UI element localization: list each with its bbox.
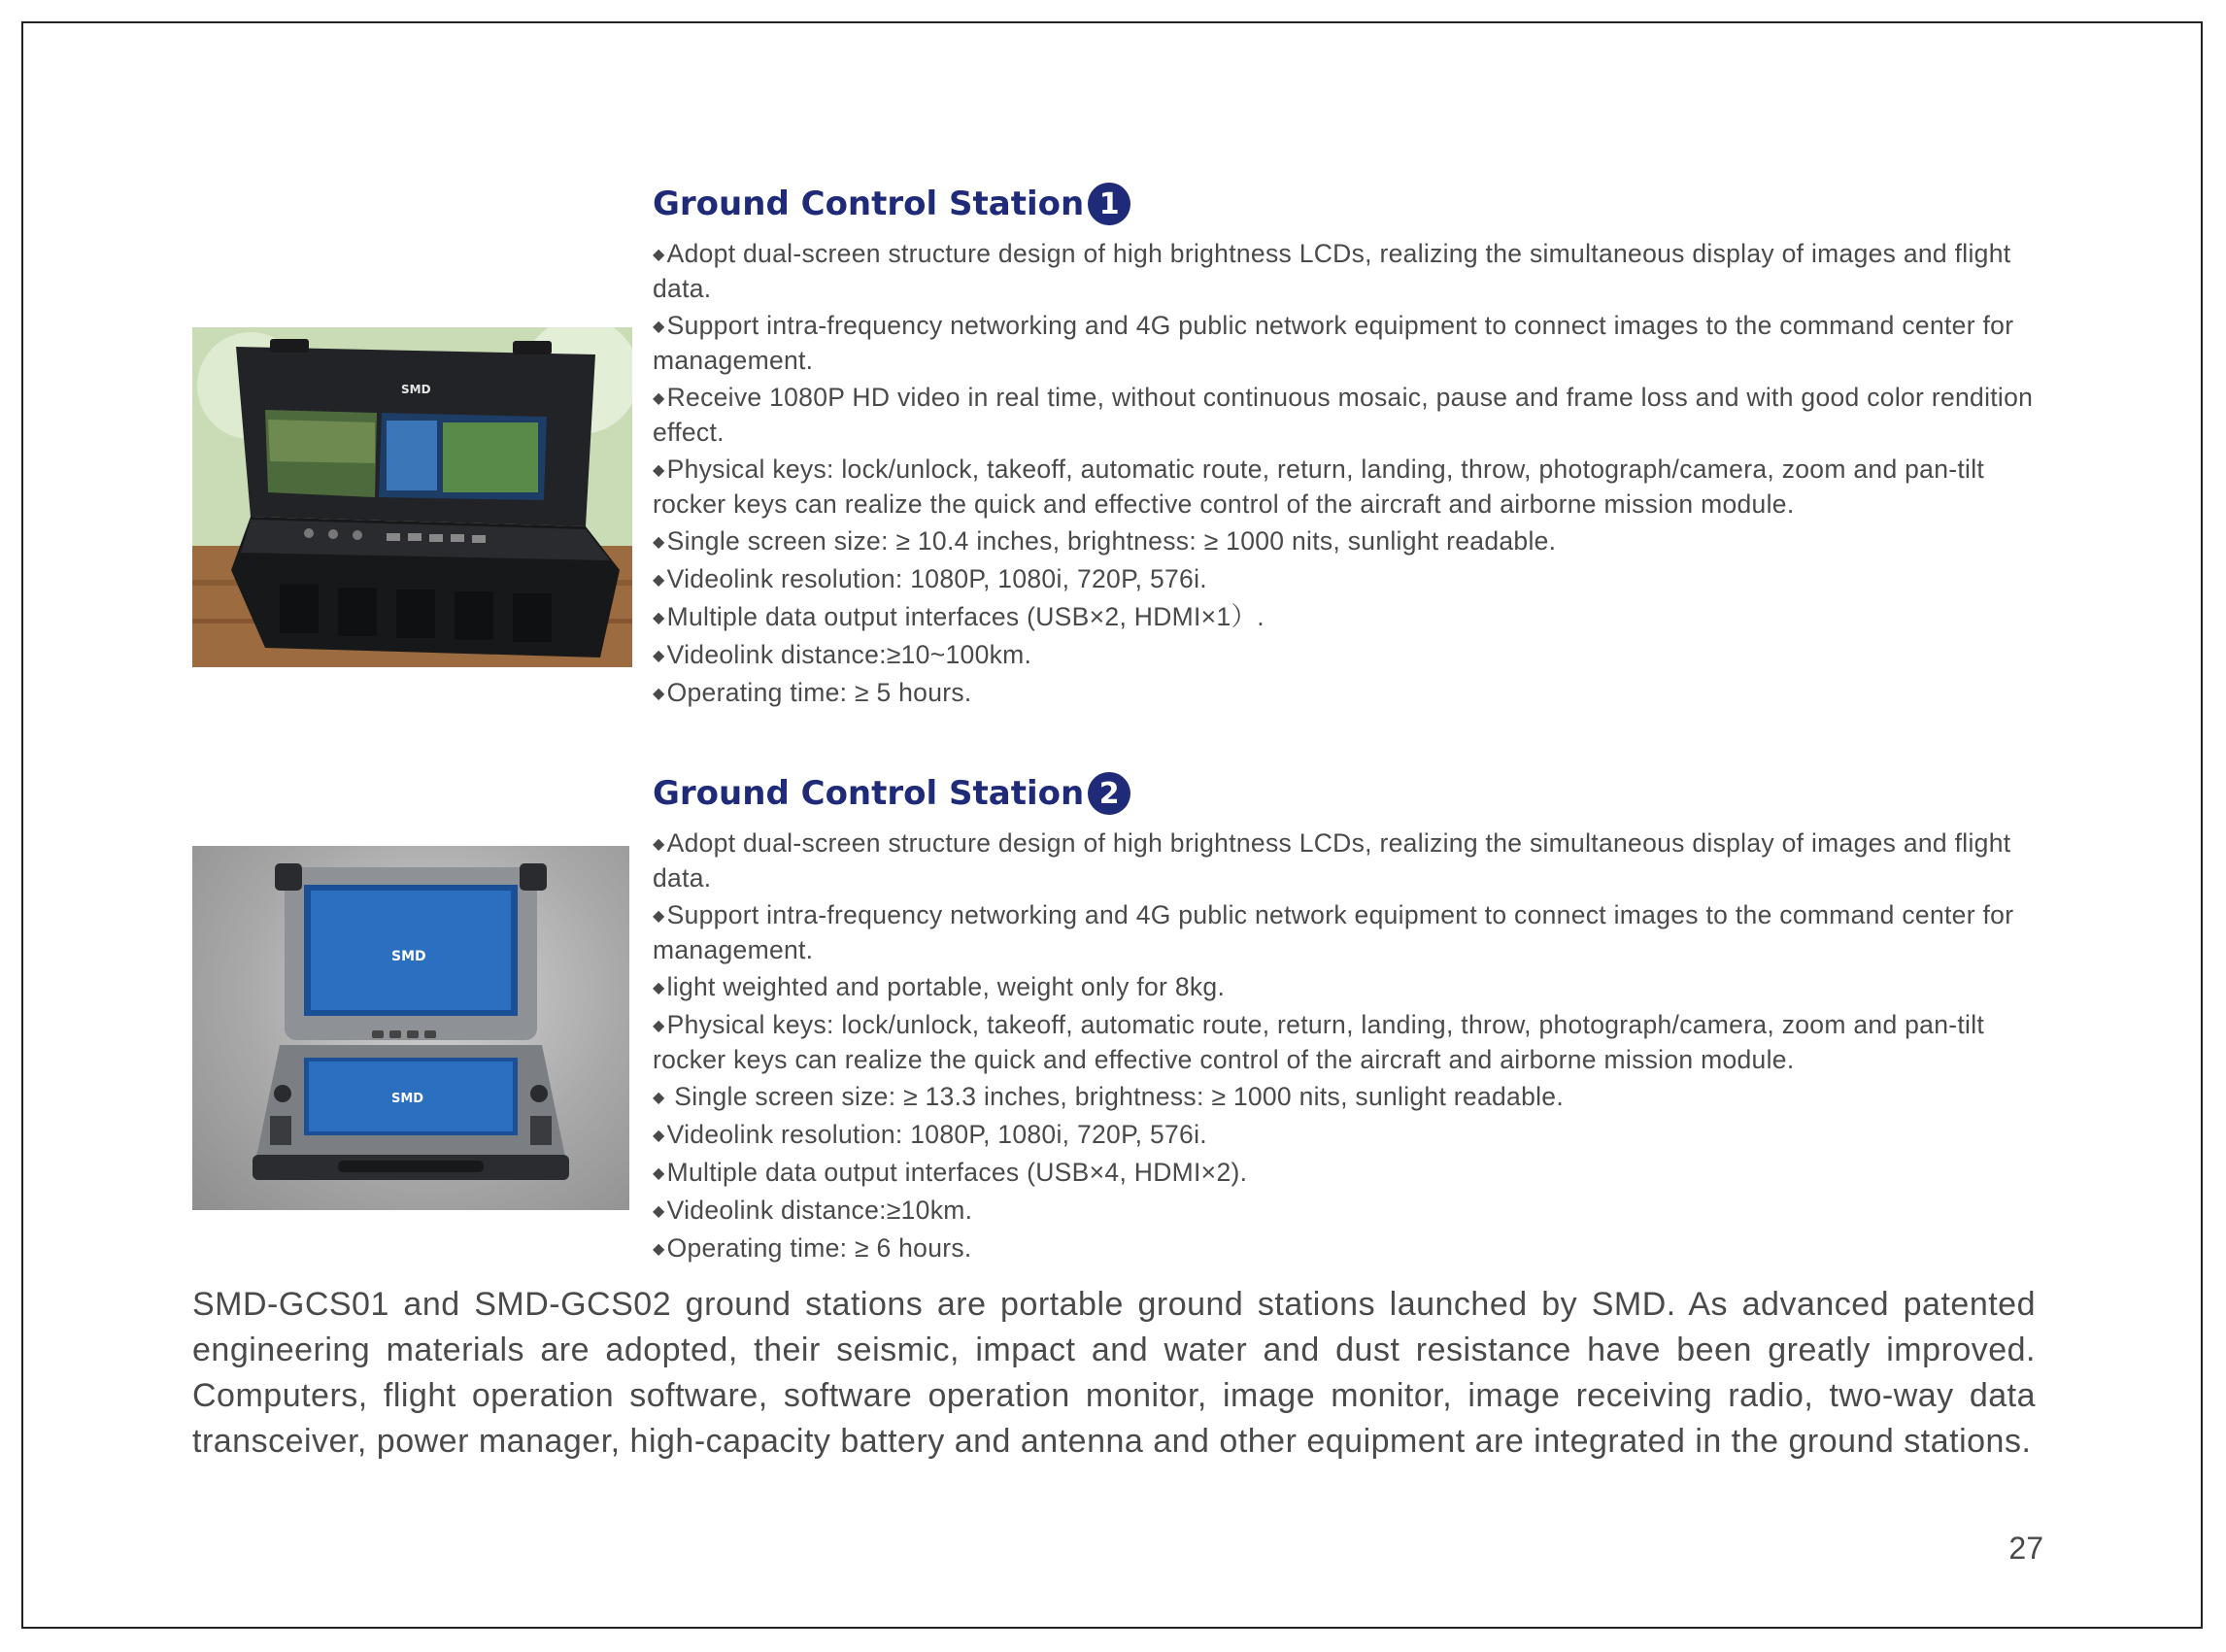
- diamond-bullet-icon: ◆: [653, 319, 665, 335]
- diamond-bullet-icon: ◆: [653, 1165, 665, 1182]
- rugged-laptop-station-illustration: [192, 846, 629, 1210]
- feature-item: ◆Support intra-frequency networking and 4G public network equipment to connect images to the command center for management.: [653, 311, 2014, 375]
- smd-logo: SMD: [391, 949, 426, 964]
- section-gcs-1: [653, 181, 2051, 714]
- suitcase-station-illustration: [192, 327, 632, 667]
- feature-item: ◆Videolink resolution: 1080P, 1080i, 720P, 576i.: [653, 564, 1207, 593]
- feature-item: ◆Operating time: ≥ 5 hours.: [653, 678, 972, 707]
- feature-list: [653, 826, 2051, 1266]
- feature-item: ◆Physical keys: lock/unlock, takeoff, automatic route, return, landing, throw, photograph/camera, zoom and pan-tilt rocker keys can realize the quick and effective control of the aircraft and airborne mission module.: [653, 455, 1985, 519]
- feature-item: ◆Physical keys: lock/unlock, takeoff, automatic route, return, landing, throw, photograph/camera, zoom and pan-tilt rocker keys can realize the quick and effective control of the aircraft and airborne mission module.: [653, 1010, 1985, 1074]
- section-gcs-2: [653, 770, 2051, 1269]
- product-photo-gcs-2: [192, 846, 629, 1210]
- diamond-bullet-icon: ◆: [653, 908, 665, 925]
- diamond-bullet-icon: ◆: [653, 390, 665, 407]
- number-badge: 2: [1088, 772, 1130, 815]
- section-heading: [653, 181, 2051, 227]
- diamond-bullet-icon: ◆: [653, 648, 665, 664]
- section-title: Ground Control Station: [653, 185, 1085, 223]
- feature-item: ◆Videolink distance:≥10km.: [653, 1196, 973, 1225]
- feature-item: ◆Videolink resolution: 1080P, 1080i, 720P, 576i.: [653, 1120, 1207, 1149]
- section-title: Ground Control Station: [653, 774, 1085, 813]
- feature-item: ◆Adopt dual-screen structure design of high brightness LCDs, realizing the simultaneous display of images and flight data.: [653, 828, 2011, 893]
- diamond-bullet-icon: ◆: [653, 836, 665, 853]
- feature-item: ◆Operating time: ≥ 6 hours.: [653, 1233, 972, 1263]
- diamond-bullet-icon: ◆: [653, 1128, 665, 1144]
- diamond-bullet-icon: ◆: [653, 534, 665, 551]
- diamond-bullet-icon: ◆: [653, 686, 665, 702]
- feature-list: [653, 237, 2051, 711]
- diamond-bullet-icon: ◆: [653, 1090, 665, 1106]
- feature-item: ◆light weighted and portable, weight only for 8kg.: [653, 972, 1226, 1001]
- smd-logo: SMD: [401, 383, 431, 396]
- diamond-bullet-icon: ◆: [653, 1018, 665, 1034]
- feature-item: ◆Videolink distance:≥10~100km.: [653, 640, 1032, 669]
- section-heading: [653, 770, 2051, 817]
- product-photo-gcs-1: [192, 327, 632, 667]
- diamond-bullet-icon: ◆: [653, 572, 665, 589]
- feature-item: ◆Receive 1080P HD video in real time, without continuous mosaic, pause and frame loss and with good color rendition effect.: [653, 383, 2034, 447]
- page-number: 27: [2008, 1531, 2043, 1566]
- diamond-bullet-icon: ◆: [653, 247, 665, 263]
- feature-item: ◆Multiple data output interfaces (USB×2, HDMI×1）.: [653, 602, 1265, 631]
- feature-item: ◆Single screen size: ≥ 10.4 inches, brightness: ≥ 1000 nits, sunlight readable.: [653, 526, 1557, 556]
- summary-paragraph: SMD-GCS01 and SMD-GCS02 ground stations are portable ground stations launched by SMD. As advanced patented engineering materials are adopted, their seismic, impact and water and dust resistance have been greatly improved. Computers, flight operation software, software operation monitor, image monitor, image receiving radio, two-way data transceiver, power manager, high-capacity battery and antenna and other equipment are integrated in the ground stations.: [192, 1286, 2036, 1460]
- feature-item: ◆ Single screen size: ≥ 13.3 inches, brightness: ≥ 1000 nits, sunlight readable.: [653, 1082, 1565, 1111]
- diamond-bullet-icon: ◆: [653, 980, 665, 996]
- diamond-bullet-icon: ◆: [653, 610, 665, 626]
- diamond-bullet-icon: ◆: [653, 1203, 665, 1220]
- diamond-bullet-icon: ◆: [653, 462, 665, 479]
- number-badge: 1: [1088, 183, 1130, 225]
- smd-logo: SMD: [391, 1092, 424, 1106]
- feature-item: ◆Adopt dual-screen structure design of high brightness LCDs, realizing the simultaneous display of images and flight data.: [653, 239, 2011, 303]
- diamond-bullet-icon: ◆: [653, 1241, 665, 1258]
- feature-item: ◆Support intra-frequency networking and 4G public network equipment to connect images to the command center for management.: [653, 900, 2014, 964]
- feature-item: ◆Multiple data output interfaces (USB×4, HDMI×2).: [653, 1158, 1248, 1187]
